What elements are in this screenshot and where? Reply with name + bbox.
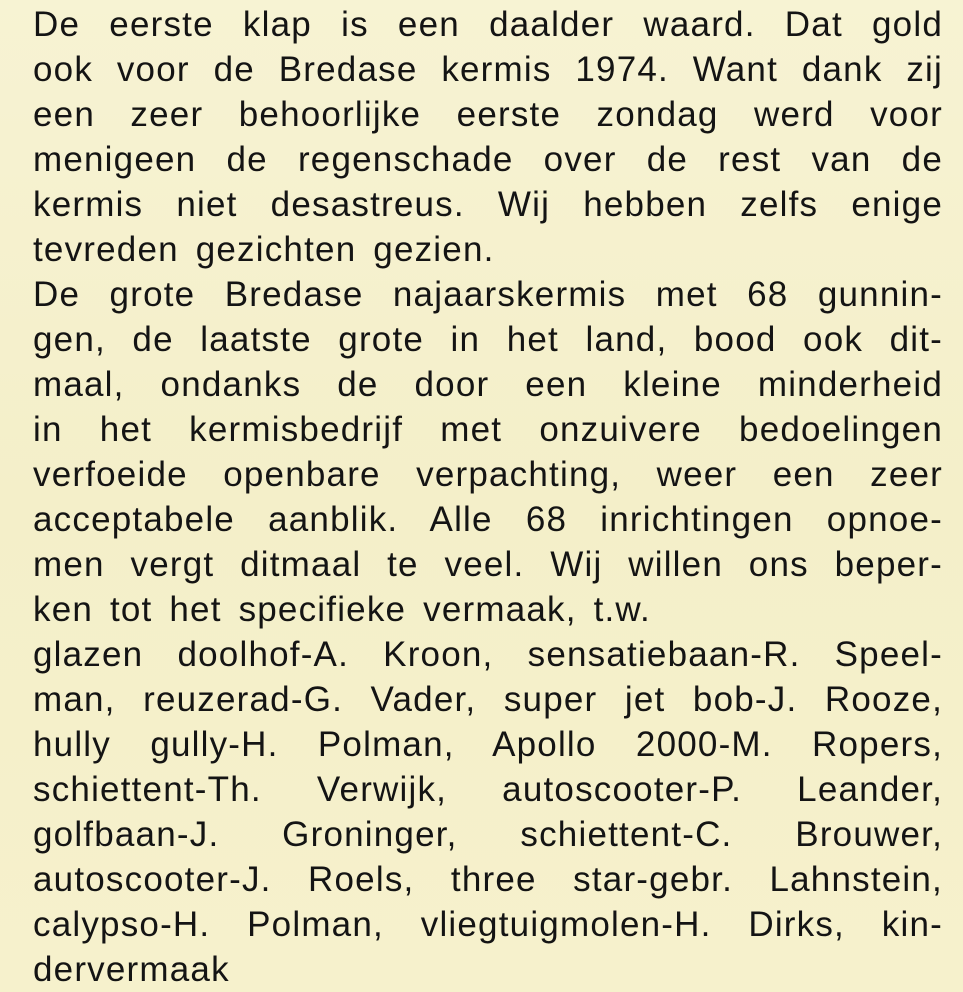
text-line: De grote Bredase najaarskermis met 68 gunnin- — [33, 275, 943, 314]
text-line: maal, ondanks de door een kleine minderheid — [33, 365, 943, 404]
text-line: dervermaak — [33, 950, 230, 989]
text-line: kermis niet desastreus. Wij hebben zelfs enige — [33, 185, 943, 224]
text-line: menigeen de regenschade over de rest van de — [33, 140, 943, 179]
text-line: autoscooter-J. Roels, three star-gebr. Lahnstein, — [33, 860, 943, 899]
text-line: men vergt ditmaal te veel. Wij willen ons beper- — [33, 545, 943, 584]
text-line: man, reuzerad-G. Vader, super jet bob-J. Rooze, — [33, 680, 943, 719]
text-line: acceptabele aanblik. Alle 68 inrichtingen opnoe- — [33, 500, 943, 539]
text-line: in het kermisbedrijf met onzuivere bedoelingen — [33, 410, 943, 449]
text-line: tevreden gezichten gezien. — [33, 230, 495, 269]
text-line: een zeer behoorlijke eerste zondag werd voor — [33, 95, 943, 134]
text-line: verfoeide openbare verpachting, weer een zeer — [33, 455, 943, 494]
text-line: glazen doolhof-A. Kroon, sensatiebaan-R. Speel- — [33, 635, 943, 674]
article-text — [33, 2, 943, 992]
text-line: calypso-H. Polman, vliegtuigmolen-H. Dirks, kin- — [33, 905, 943, 944]
text-line: ken tot het specifieke vermaak, t.w. — [33, 590, 651, 629]
text-line: De eerste klap is een daalder waard. Dat gold — [33, 5, 943, 44]
text-line: hully gully-H. Polman, Apollo 2000-M. Ropers, — [33, 725, 943, 764]
text-line: gen, de laatste grote in het land, bood ook dit- — [33, 320, 943, 359]
text-line: ook voor de Bredase kermis 1974. Want dank zij — [33, 50, 943, 89]
text-line: golfbaan-J. Groninger, schiettent-C. Brouwer, — [33, 815, 943, 854]
text-line: schiettent-Th. Verwijk, autoscooter-P. Leander, — [33, 770, 943, 809]
